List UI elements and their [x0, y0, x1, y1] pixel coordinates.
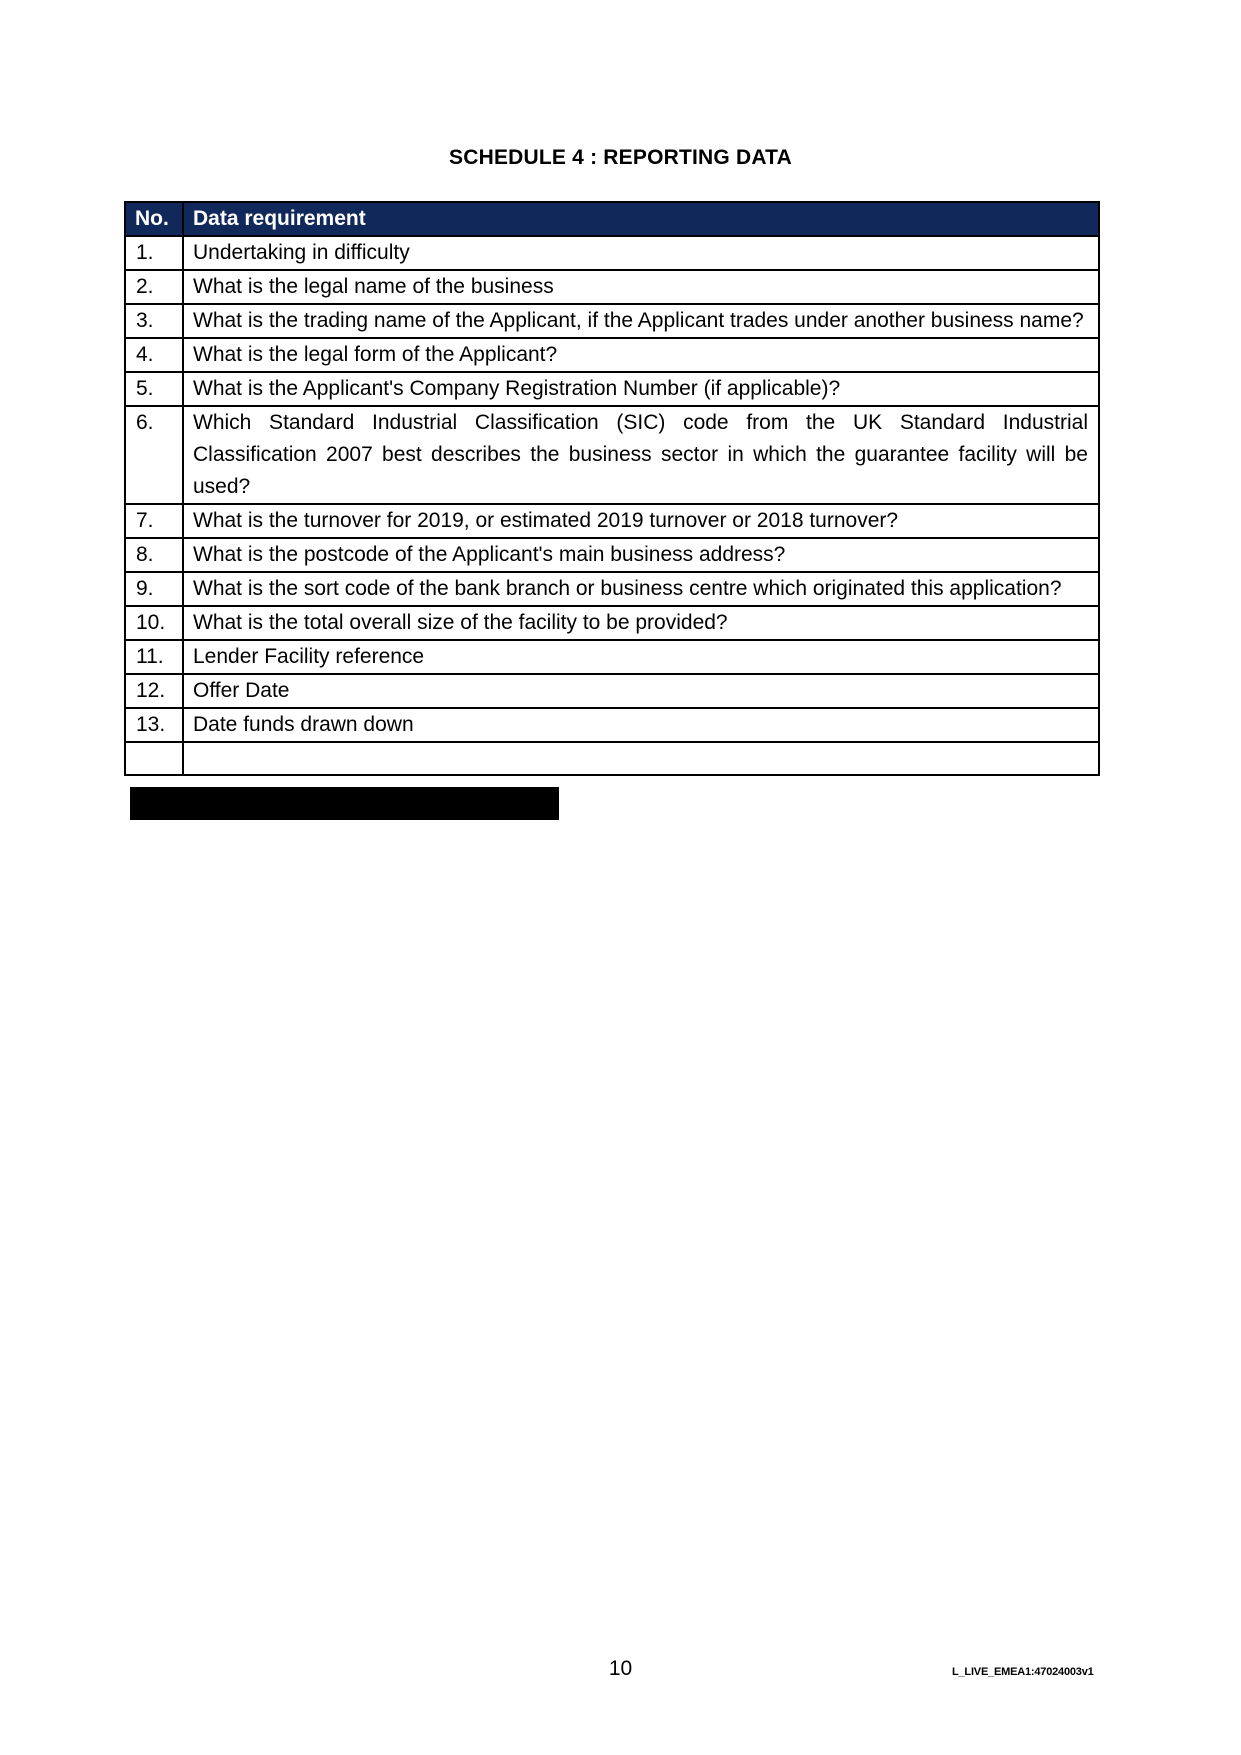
row-requirement: What is the sort code of the bank branch or business centre which originated this application? — [183, 572, 1099, 606]
row-number: 5. — [125, 372, 183, 406]
table-header-row — [125, 202, 1099, 236]
row-number: 13. — [125, 708, 183, 742]
table-row — [125, 372, 1099, 406]
row-requirement: What is the turnover for 2019, or estimated 2019 turnover or 2018 turnover? — [183, 504, 1099, 538]
page-number: 10 — [608, 1657, 633, 1680]
row-requirement: Undertaking in difficulty — [183, 236, 1099, 270]
row-requirement: What is the legal form of the Applicant? — [183, 338, 1099, 372]
redacted-row — [125, 742, 1099, 775]
row-requirement: What is the Applicant's Company Registration Number (if applicable)? — [183, 372, 1099, 406]
row-requirement: What is the total overall size of the facility to be provided? — [183, 606, 1099, 640]
reporting-data-table — [124, 201, 1100, 776]
row-number: 10. — [125, 606, 183, 640]
table-row — [125, 640, 1099, 674]
row-number: 8. — [125, 538, 183, 572]
row-number: 7. — [125, 504, 183, 538]
table-row — [125, 606, 1099, 640]
row-number: 4. — [125, 338, 183, 372]
row-number: 11. — [125, 640, 183, 674]
table-row — [125, 708, 1099, 742]
row-number: 1. — [125, 236, 183, 270]
row-requirement: Date funds drawn down — [183, 708, 1099, 742]
row-number: 12. — [125, 674, 183, 708]
row-number: 6. — [125, 406, 183, 504]
table-row — [125, 236, 1099, 270]
row-requirement: What is the legal name of the business — [183, 270, 1099, 304]
table-row — [125, 572, 1099, 606]
header-data-requirement: Data requirement — [183, 202, 1099, 236]
header-no: No. — [125, 202, 183, 236]
row-number: 2. — [125, 270, 183, 304]
table-row — [125, 406, 1099, 504]
redacted-cell — [183, 742, 1099, 775]
page-title: SCHEDULE 4 : REPORTING DATA — [449, 146, 792, 169]
table-row — [125, 338, 1099, 372]
row-requirement: Lender Facility reference — [183, 640, 1099, 674]
table-row — [125, 304, 1099, 338]
redaction-bar — [130, 787, 559, 820]
row-number: 9. — [125, 572, 183, 606]
table-row — [125, 674, 1099, 708]
row-requirement: Offer Date — [183, 674, 1099, 708]
redacted-cell — [125, 742, 183, 775]
table-row — [125, 538, 1099, 572]
table-row — [125, 504, 1099, 538]
document-reference: L_LIVE_EMEA1:47024003v1 — [952, 1666, 1094, 1678]
row-requirement: What is the postcode of the Applicant's main business address? — [183, 538, 1099, 572]
row-number: 3. — [125, 304, 183, 338]
row-requirement: What is the trading name of the Applicant, if the Applicant trades under another business name? — [183, 304, 1099, 338]
row-requirement: Which Standard Industrial Classification (SIC) code from the UK Standard Industrial Classification 2007 best describes the business sector in which the guarantee facility will be used? — [183, 406, 1099, 504]
table-row — [125, 270, 1099, 304]
